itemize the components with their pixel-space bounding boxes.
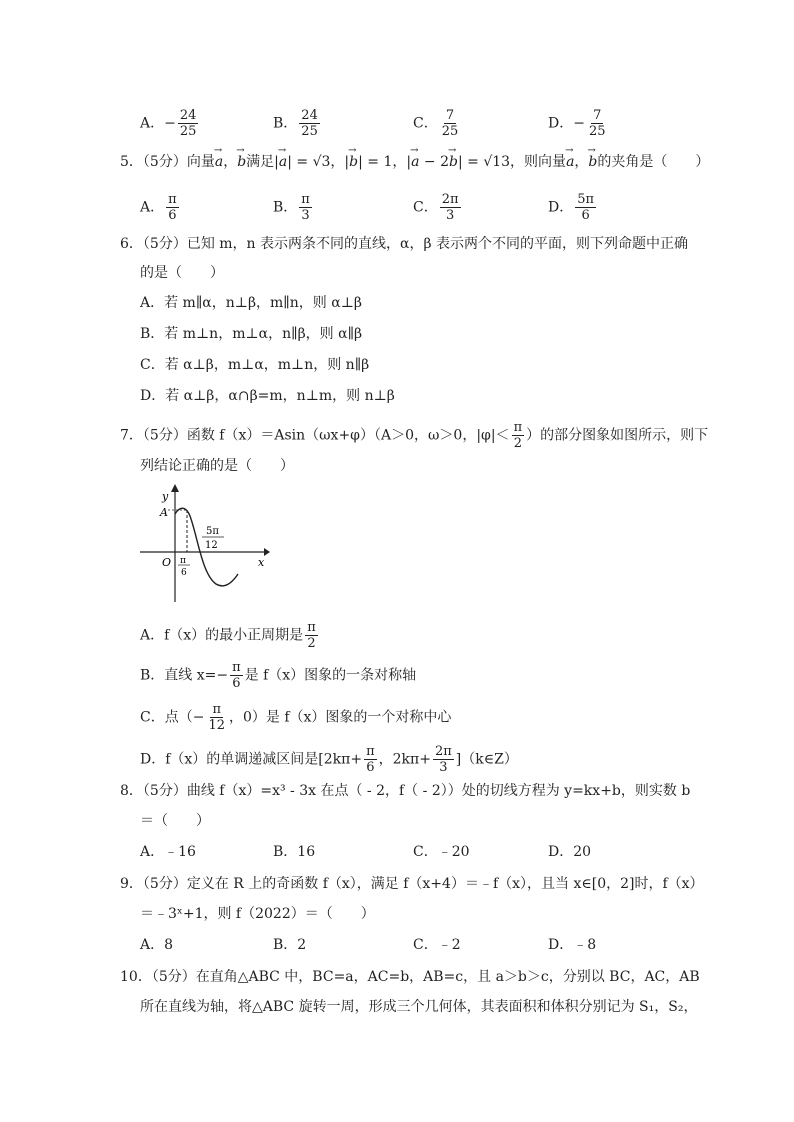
fraction-numerator: 7	[593, 108, 602, 123]
y-axis-arrow-icon	[171, 484, 179, 492]
q5-option-b	[273, 192, 314, 223]
q7-stem-line2: 列结论正确的是（ ）	[140, 458, 294, 474]
option-label: B．	[273, 199, 298, 216]
fraction-denominator: 25	[588, 124, 606, 139]
fraction	[206, 702, 227, 733]
fraction	[433, 744, 454, 775]
fraction	[178, 108, 199, 139]
vector-a: → a	[279, 152, 287, 172]
q5-option-d	[548, 192, 598, 223]
fraction-numerator: π	[307, 620, 316, 635]
option-sign: −	[164, 115, 176, 132]
q6-stem-line2: 的是（ ）	[140, 265, 224, 281]
stem-text: 向量	[186, 154, 215, 170]
vector-a: → a	[215, 152, 223, 172]
stem-text: ，	[223, 154, 238, 170]
option-text: ，0）是 f（x）图象的一个对称中心	[229, 709, 452, 726]
option-text: D．f（x）的单调递减区间是[2kπ+	[140, 751, 363, 768]
fraction	[512, 420, 525, 451]
option-label: A．	[140, 199, 165, 216]
q7-stem-line1	[120, 420, 708, 451]
q9-stem-line1: 9．（5分）定义在 R 上的奇函数 f（x），满足 f（x+4）＝﹣f（x），且当 x∈[0，2]时，f（x）	[120, 876, 704, 892]
tick-pi6-numerator: π	[180, 556, 186, 566]
q6-stem-line1: 6．（5分）已知 m，n 表示两条不同的直线，α，β 表示两个不同的平面，则下列命题中正确	[120, 236, 689, 252]
stem-text: 满足|	[246, 154, 279, 170]
q9-option-d: D．﹣8	[548, 937, 597, 953]
fraction	[299, 108, 320, 139]
q4-option-c	[413, 108, 462, 139]
fraction-denominator: 3	[301, 208, 310, 223]
option-text: ]（k∈Z）	[455, 751, 518, 768]
q8-option-b: B．16	[273, 844, 316, 860]
stem-text: | = √13，则向量	[457, 154, 567, 170]
q8-stem-line2: ＝（ ）	[140, 813, 210, 829]
vector-a: → a	[411, 152, 419, 172]
fraction-denominator: 25	[441, 124, 459, 139]
q8-option-a: A．﹣16	[140, 844, 196, 860]
option-label: C．	[413, 115, 438, 132]
fraction-numerator: 7	[445, 108, 455, 123]
x-axis-arrow-icon	[264, 548, 270, 556]
q8-option-d: D．20	[548, 844, 592, 860]
fraction-numerator: π	[212, 702, 221, 717]
fraction	[364, 744, 377, 775]
fraction-numerator: π	[513, 420, 523, 435]
fraction-numerator: 24	[301, 108, 318, 123]
option-label: D．	[548, 115, 574, 132]
fraction-numerator: π	[168, 192, 177, 207]
q5-option-c	[413, 192, 463, 223]
fraction-denominator: 2	[307, 636, 316, 651]
function-graph	[140, 484, 270, 604]
q10-stem-line1: 10．（5分）在直角△ABC 中，BC=a，AC=b，AB=c，且 a＞b＞c，分别以 BC，AC，AB	[120, 969, 700, 985]
q8-option-c: C．﹣20	[413, 844, 470, 860]
q7-option-b	[140, 660, 416, 691]
fraction-numerator: π	[366, 744, 375, 759]
fraction-denominator: 6	[366, 760, 375, 775]
stem-text: | = 1，|	[358, 154, 412, 170]
q6-option-a: A．若 m∥α，n⊥β，m∥n，则 α⊥β	[140, 295, 362, 311]
fraction-denominator: 3	[439, 760, 448, 775]
fraction	[305, 620, 318, 651]
fraction-denominator: 25	[179, 124, 197, 139]
stem-text: − 2	[419, 154, 449, 170]
fraction	[299, 192, 312, 223]
question-number: 5．（5分）	[120, 154, 187, 170]
q9-option-c: C．﹣2	[413, 937, 461, 953]
fraction-denominator: 2	[513, 436, 522, 451]
option-label: C．	[413, 199, 438, 216]
stem-text: ）的部分图象如图所示，则下	[526, 427, 709, 444]
option-text: C．点（−	[140, 709, 205, 726]
option-label: D．	[548, 199, 574, 216]
q7-option-d	[140, 744, 518, 775]
fraction	[166, 192, 179, 223]
fraction	[587, 108, 608, 139]
vector-b: → b	[237, 152, 246, 172]
option-sign: −	[573, 115, 585, 132]
option-text: ，2kπ+	[378, 751, 431, 768]
vector-b: → b	[449, 152, 458, 172]
y-axis-label: y	[162, 490, 169, 503]
stem-text: ，	[574, 154, 589, 170]
tick-5pi12-denominator: 12	[205, 540, 218, 551]
option-text: B．直线 x=−	[140, 667, 229, 684]
q4-option-b	[273, 108, 322, 139]
option-text: 是 f（x）图象的一条对称轴	[244, 667, 417, 684]
fraction-denominator: 6	[581, 208, 590, 223]
tick-5pi12-numerator: 5π	[206, 526, 219, 537]
fraction-numerator: 2π	[434, 744, 452, 759]
fraction-denominator: 6	[168, 208, 177, 223]
fraction	[440, 192, 461, 223]
q9-option-a: A．8	[140, 937, 174, 953]
fraction-numerator: π	[232, 660, 241, 675]
q9-stem-line2: ＝﹣3ˣ+1，则 f（2022）＝（ ）	[140, 906, 375, 922]
vector-a: → a	[566, 152, 574, 172]
stem-text: 的夹角是（ ）	[597, 154, 710, 170]
q6-option-d: D．若 α⊥β，α∩β=m，n⊥m，则 n⊥β	[140, 388, 395, 404]
fraction	[230, 660, 243, 691]
q4-option-d	[548, 108, 610, 139]
option-text: A．f（x）的最小正周期是	[140, 627, 304, 644]
q7-option-c	[140, 702, 451, 733]
fraction-denominator: 12	[208, 718, 225, 733]
q8-stem-line1: 8．（5分）曲线 f（x）=x³ - 3x 在点（ - 2，f（ - 2））处的切线方程为 y=kx+b，则实数 b	[120, 783, 691, 799]
fraction-numerator: π	[301, 192, 310, 207]
q10-stem-line2: 所在直线为轴，将△ABC 旋转一周，形成三个几何体，其表面积和体积分别记为 S₁，S₂，	[140, 999, 698, 1015]
q7-option-a	[140, 620, 320, 651]
fraction-denominator: 3	[445, 208, 455, 223]
q6-option-b: B．若 m⊥n，m⊥α，n∥β，则 α∥β	[140, 326, 363, 342]
vector-b: → b	[349, 152, 358, 172]
fraction	[575, 192, 596, 223]
tick-pi6-denominator: 6	[181, 568, 187, 578]
origin-label: O	[162, 556, 172, 569]
fraction-numerator: 5π	[577, 192, 595, 207]
stem-text: 7．（5分）函数 f（x）＝Asin（ωx+φ）（A＞0，ω＞0，|φ|＜	[120, 427, 510, 444]
option-label: B．	[273, 115, 298, 132]
fraction-numerator: 2π	[441, 192, 459, 207]
fraction	[440, 108, 461, 139]
fraction-denominator: 6	[232, 676, 241, 691]
vector-b: → b	[588, 152, 597, 172]
q9-option-b: B．2	[273, 937, 307, 953]
q5-stem	[120, 152, 709, 172]
q5-option-a	[140, 192, 181, 223]
x-axis-label: x	[258, 556, 265, 569]
q4-option-a	[140, 108, 200, 139]
option-label: A．	[140, 115, 165, 132]
fraction-numerator: 24	[179, 108, 197, 123]
fraction-denominator: 25	[301, 124, 318, 139]
amplitude-label: A	[160, 506, 168, 519]
stem-text: | = √3，|	[287, 154, 350, 170]
q6-option-c: C．若 α⊥β，m⊥α，m⊥n，则 n∥β	[140, 357, 370, 373]
